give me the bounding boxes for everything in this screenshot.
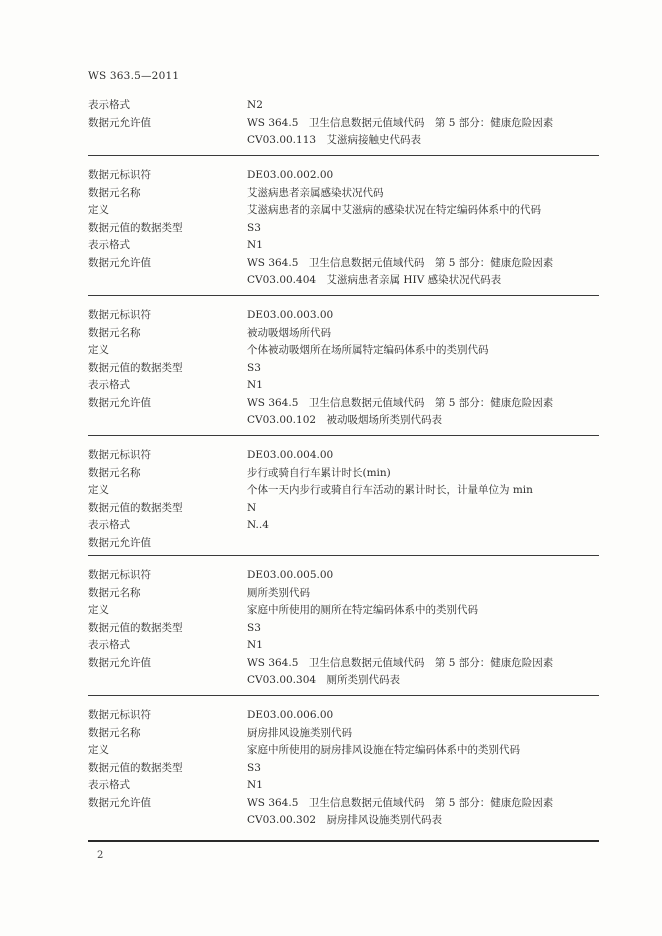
- field-label: 数据元标识符: [88, 169, 151, 181]
- field-label: 定义: [88, 604, 109, 616]
- field-label: 数据元值的数据类型: [88, 221, 183, 234]
- field-value: 步行或骑自行车累计时长(min): [247, 466, 391, 479]
- field-value: DE03.00.003.00: [247, 309, 334, 321]
- field-label: 数据元允许值: [88, 256, 151, 269]
- field-value: WS 364.5 卫生信息数据元值域代码 第 5 部分：健康危险因素: [247, 116, 554, 129]
- field-label: 数据元值的数据类型: [88, 361, 183, 374]
- field-label: 数据元允许值: [88, 536, 151, 549]
- field-label: 表示格式: [88, 379, 130, 391]
- field-value: N2: [247, 99, 263, 111]
- page-number: 2: [97, 850, 104, 861]
- code-table-value: CV03.00.302 厨房排风设施类别代码表: [247, 814, 443, 826]
- field-label: 数据元标识符: [88, 569, 151, 581]
- field-label: 数据元值的数据类型: [88, 761, 183, 774]
- record-separator: [88, 555, 599, 556]
- field-value: WS 364.5 卫生信息数据元值域代码 第 5 部分：健康危险因素: [247, 796, 554, 809]
- field-value: S3: [247, 761, 261, 774]
- field-label: 表示格式: [88, 779, 130, 791]
- field-label: 数据元允许值: [88, 396, 151, 409]
- record-separator: [88, 840, 599, 842]
- field-value: S3: [247, 361, 261, 374]
- field-value: N..4: [247, 519, 269, 531]
- field-label: 数据元标识符: [88, 309, 151, 321]
- field-label: 数据元允许值: [88, 656, 151, 669]
- field-value: N1: [247, 379, 263, 391]
- field-label: 数据元允许值: [88, 116, 151, 129]
- field-label: 数据元标识符: [88, 709, 151, 721]
- field-label: 表示格式: [88, 519, 130, 531]
- field-label: 数据元值的数据类型: [88, 621, 183, 634]
- code-table-value: CV03.00.102 被动吸烟场所类别代码表: [247, 414, 443, 426]
- field-label: 表示格式: [88, 99, 130, 111]
- record-separator: [88, 155, 599, 156]
- field-label: 定义: [88, 484, 109, 496]
- field-label: 定义: [88, 744, 109, 756]
- field-label: 数据元名称: [88, 726, 141, 739]
- field-value: DE03.00.002.00: [247, 169, 334, 181]
- field-label: 定义: [88, 204, 109, 216]
- field-label: 表示格式: [88, 639, 130, 651]
- field-label: 数据元名称: [88, 186, 141, 199]
- field-value: 被动吸烟场所代码: [247, 326, 331, 339]
- field-value: 厨房排风设施类别代码: [247, 726, 352, 739]
- code-table-value: CV03.00.113 艾滋病接触史代码表: [247, 134, 422, 146]
- standard-code: WS 363.5—2011: [88, 70, 180, 82]
- field-value: 个体一天内步行或骑自行车活动的累计时长，计量单位为 min: [247, 484, 533, 496]
- field-value: 厕所类别代码: [247, 586, 310, 599]
- code-table-value: CV03.00.404 艾滋病患者亲属 HIV 感染状况代码表: [247, 274, 502, 286]
- record-separator: [88, 435, 599, 436]
- field-value: N: [247, 501, 257, 514]
- field-value: 艾滋病患者亲属感染状况代码: [247, 186, 384, 199]
- field-value: S3: [247, 621, 261, 634]
- field-value: DE03.00.004.00: [247, 449, 334, 461]
- field-label: 定义: [88, 344, 109, 356]
- field-value: DE03.00.005.00: [247, 569, 334, 581]
- field-value: S3: [247, 221, 261, 234]
- field-label: 数据元允许值: [88, 796, 151, 809]
- field-label: 数据元名称: [88, 466, 141, 479]
- field-value: WS 364.5 卫生信息数据元值域代码 第 5 部分：健康危险因素: [247, 396, 554, 409]
- field-label: 表示格式: [88, 239, 130, 251]
- field-value: N1: [247, 639, 263, 651]
- code-table-value: CV03.00.304 厕所类别代码表: [247, 674, 401, 686]
- field-value: WS 364.5 卫生信息数据元值域代码 第 5 部分：健康危险因素: [247, 256, 554, 269]
- field-value: WS 364.5 卫生信息数据元值域代码 第 5 部分：健康危险因素: [247, 656, 554, 669]
- field-value: 艾滋病患者的亲属中艾滋病的感染状况在特定编码体系中的代码: [247, 204, 541, 216]
- field-label: 数据元值的数据类型: [88, 501, 183, 514]
- field-value: N1: [247, 779, 263, 791]
- field-label: 数据元标识符: [88, 449, 151, 461]
- field-value: N1: [247, 239, 263, 251]
- field-value: DE03.00.006.00: [247, 709, 334, 721]
- record-separator: [88, 695, 599, 696]
- record-separator: [88, 295, 599, 296]
- field-label: 数据元名称: [88, 586, 141, 599]
- field-value: 家庭中所使用的厕所在特定编码体系中的类别代码: [247, 604, 478, 616]
- field-value: 家庭中所使用的厨房排风设施在特定编码体系中的类别代码: [247, 744, 520, 756]
- field-value: 个体被动吸烟所在场所属特定编码体系中的类别代码: [247, 344, 489, 356]
- field-label: 数据元名称: [88, 326, 141, 339]
